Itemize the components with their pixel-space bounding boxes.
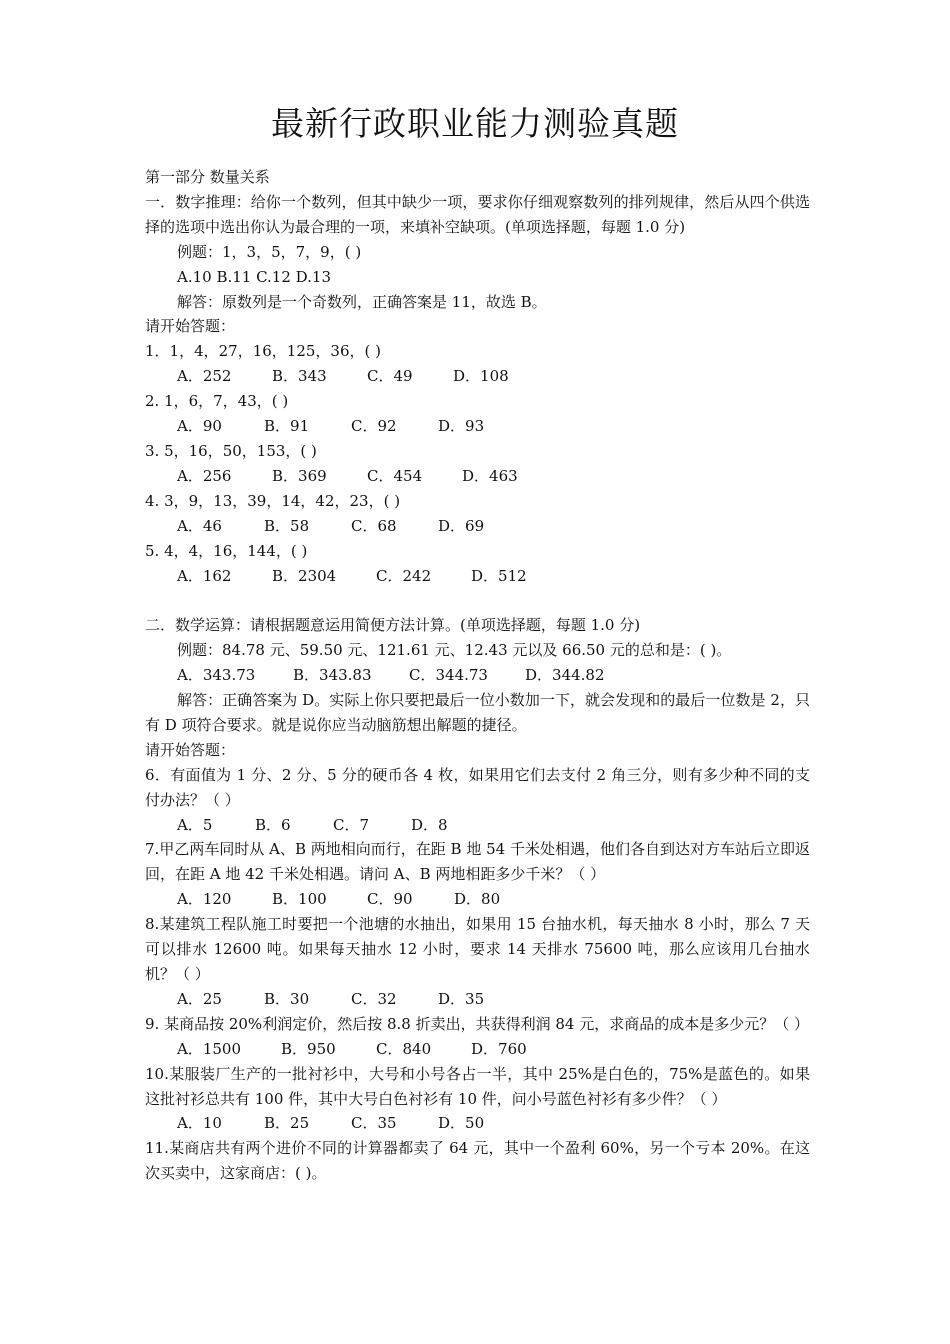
question-11: 11.某商店共有两个进价不同的计算器都卖了 64 元，其中一个盈利 60%，另一个亏本 20%。在这次买卖中，这家商店：( )。 — [145, 1139, 810, 1183]
option-b: B．30 — [264, 989, 310, 1008]
option-a: A．256 — [177, 466, 232, 485]
option-d: D．35 — [438, 989, 485, 1008]
part2-answer: 解答：正确答案为 D。实际上你只要把最后一位小数加一下，就会发现和的最后一位数是 2，只有 D 项符合要求。就是说你应当动脑筋想出解题的捷径。 — [145, 691, 810, 734]
option-d: D．93 — [438, 417, 485, 436]
question-7-options — [145, 887, 810, 912]
question-2: 2. 1，6，7，43，( ) — [145, 392, 289, 411]
option-d: D．8 — [411, 815, 448, 834]
option-a: A．10 — [177, 1114, 222, 1133]
option-a: A．343.73 — [177, 666, 256, 685]
question-9: 9. 某商品按 20%利润定价，然后按 8.8 折卖出，共获得利润 84 元，求商品的成本是多少元？（ ） — [145, 1014, 809, 1033]
option-d: D．108 — [453, 367, 509, 386]
option-a: A．162 — [177, 566, 232, 585]
option-c: C．344.73 — [409, 666, 488, 685]
section-spacer — [145, 588, 810, 613]
option-d: D．80 — [454, 890, 501, 909]
option-c: C．92 — [351, 417, 397, 436]
question-4-options — [145, 514, 810, 539]
option-a: A．46 — [177, 516, 222, 535]
option-b: B．2304 — [272, 566, 337, 585]
option-d: D．463 — [462, 466, 518, 485]
option-c: C．49 — [367, 367, 413, 386]
option-b: B．950 — [281, 1039, 336, 1058]
question-2-options — [145, 414, 810, 439]
option-d: D．512 — [471, 566, 527, 585]
question-1: 1．1，4，27，16，125，36，( ) — [145, 342, 381, 361]
option-a: A．25 — [177, 989, 222, 1008]
question-3: 3. 5，16，50，153，( ) — [145, 441, 317, 460]
option-c: C．840 — [376, 1039, 432, 1058]
part2-intro: 二．数学运算：请根据题意运用简便方法计算。(单项选择题，每题 1.0 分) — [145, 616, 641, 635]
option-a: A．252 — [177, 367, 232, 386]
option-b: B．343 — [272, 367, 327, 386]
option-b: B．369 — [272, 466, 327, 485]
option-b: B．6 — [255, 815, 291, 834]
option-c: C．242 — [376, 566, 432, 585]
option-c: C．454 — [367, 466, 423, 485]
document-body — [145, 165, 810, 1186]
option-a: A．120 — [177, 890, 232, 909]
question-1-options — [145, 364, 810, 389]
question-4: 4. 3，9，13，39，14，42，23，( ) — [145, 491, 401, 510]
option-b: B．100 — [272, 890, 327, 909]
question-7: 7.甲乙两车同时从 A、B 两地相向而行，在距 B 地 54 千米处相遇，他们各自到达对方车站后立即返回，在距 A 地 42 千米处相遇。请问 A、B 两地相距多少千米？（ ） — [145, 840, 810, 884]
option-d: D．344.82 — [525, 666, 605, 685]
part2-start: 请开始答题： — [145, 740, 236, 759]
option-a: A．90 — [177, 417, 222, 436]
question-6-options — [145, 813, 810, 838]
question-3-options — [145, 464, 810, 489]
part2-example-options — [145, 663, 810, 688]
option-c: C．7 — [333, 815, 370, 834]
option-d: D．50 — [438, 1114, 485, 1133]
part1-example: 例题：1，3，5，7，9，( ) — [177, 242, 362, 261]
part1-answer: 解答：原数列是一个奇数列，正确答案是 11，故选 B。 — [177, 292, 547, 311]
option-c: C．35 — [351, 1114, 397, 1133]
option-a: A．5 — [177, 815, 213, 834]
question-8: 8.某建筑工程队施工时要把一个池塘的水抽出，如果用 15 台抽水机，每天抽水 8 小时，那么 7 天可以排水 12600 吨。如果每天抽水 12 小时，要求 14 天排水 75600 吨，那么应该用几台抽水机？（ ） — [145, 915, 810, 983]
part2-example: 例题：84.78 元、59.50 元、121.61 元、12.43 元以及 66.50 元的总和是：( )。 — [177, 641, 732, 660]
part1-example-options: A.10 B.11 C.12 D.13 — [177, 267, 332, 286]
option-b: B．25 — [264, 1114, 310, 1133]
question-5-options — [145, 564, 810, 589]
option-a: A．1500 — [177, 1039, 242, 1058]
document-title: 最新行政职业能力测验真题 — [271, 104, 679, 143]
option-b: B．58 — [264, 516, 310, 535]
option-c: C．68 — [351, 516, 397, 535]
question-6: 6．有面值为 1 分、2 分、5 分的硬币各 4 枚，如果用它们去支付 2 角三分，则有多少种不同的支付办法？（ ） — [145, 765, 810, 809]
part1-intro: 一．数字推理：给你一个数列，但其中缺少一项，要求你仔细观察数列的排列规律，然后从四个供选择的选项中选出你认为最合理的一项，来填补空缺项。(单项选择题，每题 1.0 分) — [145, 192, 810, 236]
question-8-options — [145, 987, 810, 1012]
option-d: D．69 — [438, 516, 485, 535]
option-c: C．90 — [367, 890, 413, 909]
question-5: 5. 4，4，16，144，( ) — [145, 541, 308, 560]
part1-start: 请开始答题： — [145, 317, 236, 336]
question-10: 10.某服装厂生产的一批衬衫中，大号和小号各占一半，其中 25%是白色的，75%是蓝色的。如果这批衬衫总共有 100 件，其中大号白色衬衫有 10 件，问小号蓝色衬衫有多少件？（ ） — [145, 1064, 810, 1108]
question-9-options — [145, 1037, 810, 1062]
part1-heading: 第一部分 数量关系 — [145, 168, 270, 186]
question-10-options — [145, 1111, 810, 1136]
option-c: C．32 — [351, 989, 397, 1008]
option-d: D．760 — [471, 1039, 527, 1058]
option-b: B．343.83 — [293, 666, 372, 685]
option-b: B．91 — [264, 417, 310, 436]
